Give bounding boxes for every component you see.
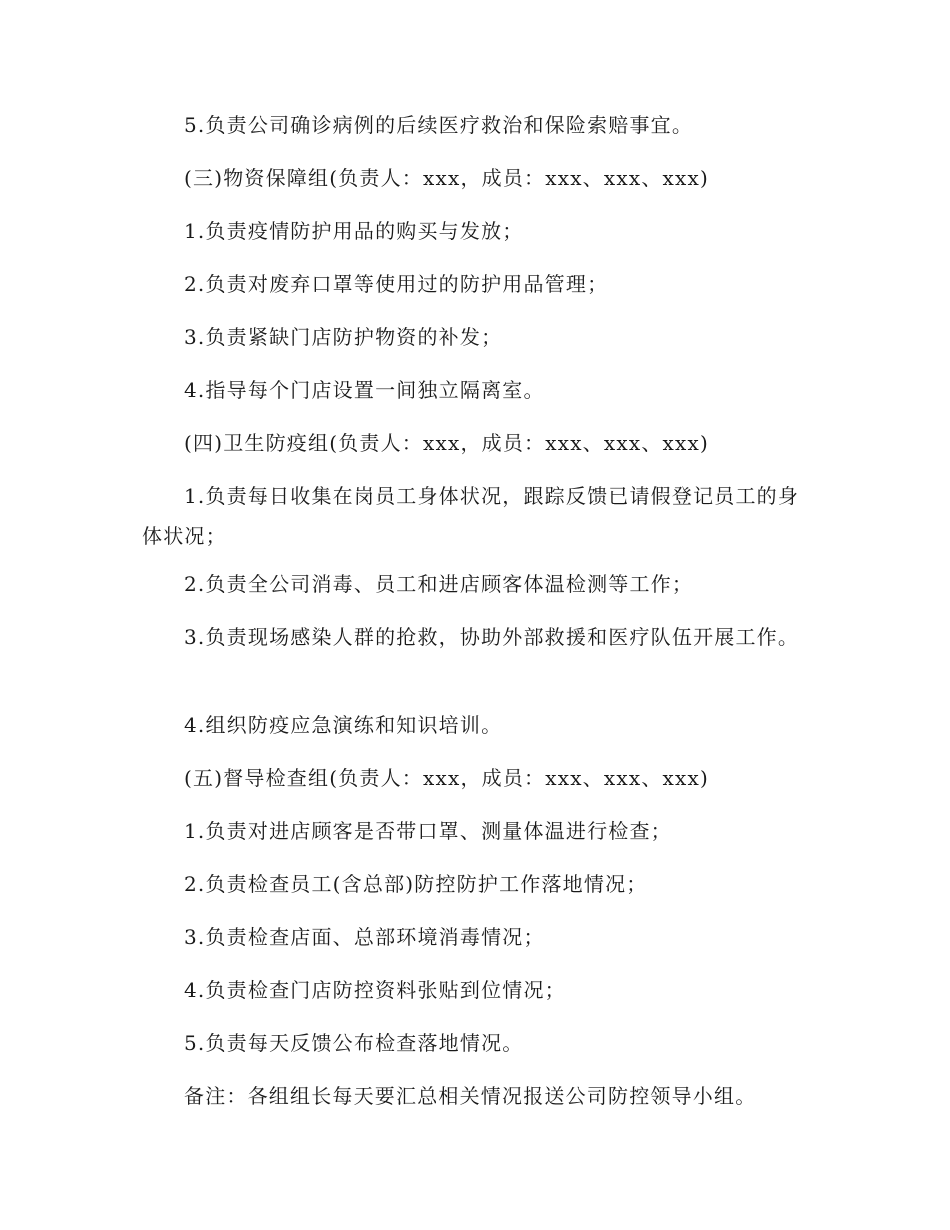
paragraph-inspection-3: 3.负责检查店面、总部环境消毒情况； [184, 925, 545, 949]
paragraph-hygiene-2: 2.负责全公司消毒、员工和进店顾客体温检测等工作； [184, 572, 694, 596]
heading-hygiene-group: (四)卫生防疫组(负责人：xxx，成员：xxx、xxx、xxx) [184, 431, 709, 455]
heading-inspection-group: (五)督导检查组(负责人：xxx，成员：xxx、xxx、xxx) [184, 766, 709, 790]
heading-supplies-group: (三)物资保障组(负责人：xxx，成员：xxx、xxx、xxx) [184, 166, 709, 190]
paragraph-supplies-1: 1.负责疫情防护用品的购买与发放； [184, 219, 524, 243]
paragraph-hygiene-1: 1.负责每日收集在岗员工身体状况，跟踪反馈已请假登记员工的身体状况； [142, 484, 800, 548]
paragraph-inspection-1: 1.负责对进店顾客是否带口罩、测量体温进行检查； [184, 819, 672, 843]
paragraph-inspection-4: 4.负责检查门店防控资料张贴到位情况； [184, 978, 566, 1002]
paragraph-inspection-5: 5.负责每天反馈公布检查落地情况。 [184, 1031, 524, 1055]
paragraph-hygiene-3: 3.负责现场感染人群的抢救，协助外部救援和医疗队伍开展工作。 [184, 625, 800, 649]
paragraph-inspection-2: 2.负责检查员工(含总部)防控防护工作落地情况； [184, 872, 648, 896]
paragraph-remark: 备注：各组组长每天要汇总相关情况报送公司防控领导小组。 [184, 1084, 757, 1108]
paragraph-medical-claims: 5.负责公司确诊病例的后续医疗救治和保险索赔事宜。 [184, 113, 694, 137]
paragraph-hygiene-4: 4.组织防疫应急演练和知识培训。 [184, 713, 503, 737]
paragraph-supplies-2: 2.负责对废弃口罩等使用过的防护用品管理； [184, 272, 609, 296]
paragraph-supplies-4: 4.指导每个门店设置一间独立隔离室。 [184, 378, 545, 402]
paragraph-supplies-3: 3.负责紧缺门店防护物资的补发； [184, 325, 503, 349]
